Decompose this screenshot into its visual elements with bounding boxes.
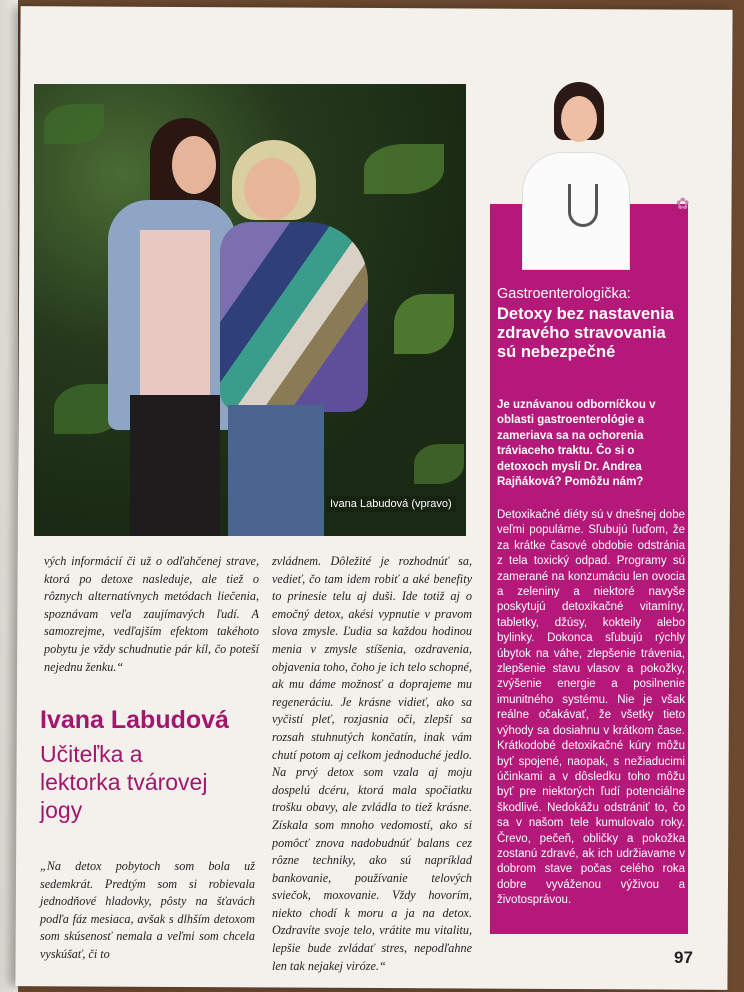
sidebar-body: Detoxikačné diéty sú v dnešnej dobe veľmi populárne. Sľubujú ľuďom, že za krátke časové obdobie odstránia z tela toxický odpad. Programy sú zamerané na konzumáciu len ovocia a zeleniny a niektoré navyše poskytujú detoxikačné vitamíny, tabletky, džúsy, kokteily alebo bylinky. Dokonca sľubujú rýchly úbytok na váhe, zlepšenie trávenia, zlepšenie stavu vlasov a pokožky, zvýšenie energie a posilnenie imunitného systému. Nie je však reálne očakávať, že všetky tieto výhody sa dosiahnu v krátkom čase. Krátkodobé detoxikačné kúry môžu byť spojené, naopak, s nežiaducimi účinkami a v dôsledku toho môžu byť pre niektorých ľudí potenciálne škodlivé. Nedokážu odstrániť to, čo sa v našom tele kumulovalo roky. Črevo, pečeň, obličky a pokožka zostanú zdravé, ak ich udržiavame v dobrom stave počas celého roka dobre vyváženou výživou a životosprávou. [497, 509, 685, 907]
sidebar-kicker: Gastroenterologička: [497, 286, 631, 302]
article-photo [34, 84, 466, 536]
sidebar-lead: Je uznávanou odborníčkou v oblasti gastroenterológie a zameriava sa na ochorenia tráviaceho traktu. Čo si o detoxoch myslí Dr. Andrea Rajňáková? Pomôžu nám? [497, 399, 656, 489]
sidebar-headline: Detoxy bez nastavenia zdravého stravovania sú nebezpečné [497, 305, 674, 361]
woman-right-top [220, 222, 368, 412]
woman-left-pants [130, 395, 220, 536]
foliage [394, 294, 454, 354]
woman-left-top [140, 230, 210, 400]
stethoscope-icon [568, 184, 598, 227]
doctor-photo [516, 80, 636, 270]
flower-icon: ✿ [676, 196, 690, 213]
doctor-face [561, 96, 597, 142]
article-column-1-quote: „Na detox pobytoch som bola už sedemkrát. Predtým som si robievala jednodňové hladovky, pôsty na šťavách podľa fáz mesiaca, avšak s dlhším detoxom som skúsenosť nemala a veľmi som chcela vyskúšať, či to [40, 859, 255, 961]
woman-right-pants [228, 405, 324, 536]
interviewee-role: Učiteľka a lektorka tvárovej jogy [40, 741, 208, 823]
foliage [364, 144, 444, 194]
page-number: 97 [674, 948, 693, 967]
photo-caption: Ivana Labudová (vpravo) [326, 496, 456, 512]
article-column-2: zvládnem. Dôležité je rozhodnúť sa, vedieť, čo tam idem robiť a aké benefity to prinesie telu aj duši. Ide totiž aj o emočný detox, akési vypnutie v pravom slova zmysle. Ľudia sa každou hodinou menia v zmysle stíšenia, ozdravenia, objavenia toho, čoho je ich telo schopné, ak mu dáme možnosť a doprajeme mu regeneráciu. Je krásne vidieť, ako sa vyčistí pleť, rozjasnia oči, zlepší sa rozsah stuhnutých končatín, inak vám chutí potom aj celkom jednoduché jedlo. Na prvý detox som vzala aj moju dospelú dcéru, ktorá mala spočiatku trošku obavy, ale zvládla to tiež krásne. Získala som mnoho vedomostí, ako si pomôcť znova nadobudnúť balans cez rôzne techniky, ako sú napríklad bankovanie, používanie telových sviečok, moxovanie. Vždy hovorím, niekto chodí k moru a ja na detox. Ozdravíte svoje telo, vrátite mu vitalitu, lepšie bude zvládať stres, nepodľahne len tak nejakej viróze.“ [272, 554, 472, 973]
interviewee-name: Ivana Labudová [40, 706, 229, 734]
foliage [414, 444, 464, 484]
woman-left-face [172, 136, 216, 194]
woman-right-face [244, 158, 300, 220]
article-column-1: vých informácií či už o odľahčenej strave, ktorá po detoxe nasleduje, ale tiež o rôznych alternatívnych metódach liečenia, spoznávam veľa zaujímavých ľudí. A samozrejme, vedľajším efektom takéhoto pobytu je vždy schudnutie pár kíl, čo poteší nejednu ženku.“ [44, 554, 259, 674]
foliage [44, 104, 104, 144]
